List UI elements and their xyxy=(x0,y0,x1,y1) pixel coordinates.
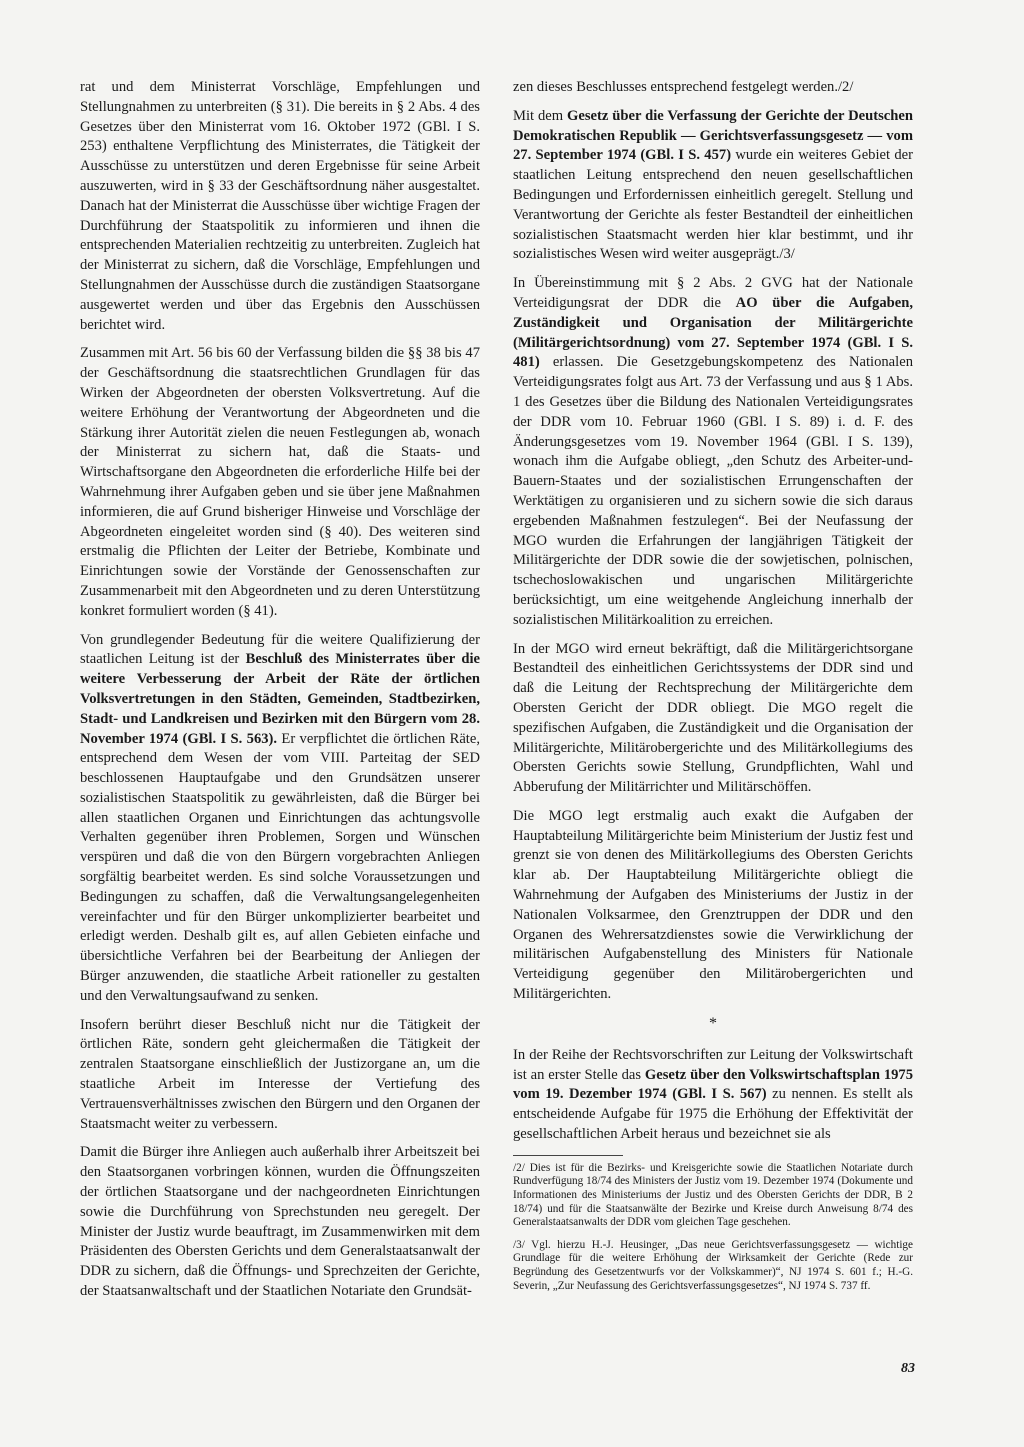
paragraph-text: In der Reihe der Rechtsvorschriften zur Leitung der Volkswirtschaft ist an erster Stelle das xyxy=(513,1046,913,1083)
section-separator: * xyxy=(709,1014,717,1032)
paragraph-text: wurde ein weiteres Gebiet der staatlichen Leitung entsprechend den neuen gesellschaftlichen Bedingungen und Erfordernissen einheitlich geregelt. Stellung und Verantwortung der Gerichte als fester Bestandteil der einheitlichen sozialistischen Staatsmacht werden hier klar bestimmt, und ihr sozialistisches Wesen wird weiter ausgeprägt./3/ xyxy=(513,147,913,263)
paragraph: Die MGO legt erstmalig auch exakt die Aufgaben der Hauptabteilung Militärgerichte beim Ministerium der Justiz fest und grenzt sie von denen des Militärkollegiums des Obersten Gerichts klar ab. Der Hauptabteilung Militärgerichte obliegt die Wahrnehmung der Aufgaben des Ministeriums der Justiz in der Nationalen Volksarmee, den Grenztruppen der DDR und den Organen des Wehrersatzdienstes sowie die Verwirklichung der militärischen Aufgabenstellung des Ministers für Nationale Verteidigung gegenüber den Militärobergerichten und Militärgerichten. xyxy=(513,807,913,1003)
paragraph: Damit die Bürger ihre Anliegen auch außerhalb ihrer Arbeitszeit bei den Staatsorganen vorbringen können, wurden die Öffnungszeiten der örtlichen Staatsorgane und der nachgeordneten Einrichtungen sowie die Durchführung von Sprechstunden neu geregelt. Der Minister der Justiz wurde beauftragt, im Zusammenwirken mit dem Präsidenten des Obersten Gerichts und dem Generalstaatsanwalt der DDR zu sichern, daß die Öffnungs- und Sprechzeiten der Gerichte, der Staatsanwaltschaft und der Staatlichen Notariate den Grundsät- xyxy=(80,1144,480,1300)
paragraph-text: Er verpflichtet die örtlichen Räte, entsprechend dem Wesen der vom VIII. Parteitag der SED beschlossenen Hauptaufgabe und den Grundsätzen unserer sozialistischen Staatspolitik zu gewährleisten, daß die Bürger bei allen staatlichen Organen und Einrichtungen das achtungsvolle Verhalten gegenüber ihren Problemen, Sorgen und Wünschen verspüren und daß die von den Bürgern vorgebrachten Anliegen sorgfältig bearbeitet werden. Es sind solche Voraussetzungen und Bedingungen zu schaffen, daß die Verwaltungsangelegenheiten vereinfachter und für den Bürger unkomplizierter bearbeitet und erledigt werden. Deshalb gilt es, auf allen Gebieten einfache und übersichtliche Verfahren bei der Bearbeitung der Anliegen der Bürger anzuwenden, die staatliche Arbeit rationeller zu gestalten und den Verwaltungsaufwand zu senken. xyxy=(80,730,480,1004)
paragraph-text: Von grundlegender Bedeutung für die weitere Qualifizierung der staatlichen Leitung ist der xyxy=(80,631,480,668)
paragraph-text: erlassen. Die Gesetzgebungskompetenz des Nationalen Verteidigungsrates folgt aus Art. 73 der Verfassung und aus § 1 Abs. 1 des Gesetzes über die Bildung des Nationalen Verteidigungsrates der DDR vom 10. Februar 1960 (GBl. I S. 89) i. d. F. des Änderungsgesetzes vom 19. November 1964 (GBl. I S. 139), wonach ihm die Aufgabe obliegt, „den Schutz des Arbeiter-und-Bauern-Staates und der sozialistischen Errungenschaften der Werktätigen zu organisieren und zu sichern sowie die sich daraus ergebenden Maßnahmen festzulegen“. Bei der Neufassung der MGO wurden die Erfahrungen der langjährigen Tätigkeit der Militärgerichte der DDR sowie die der sowjetischen, polnischen, tschechoslowakischen und ungarischen Militärgerichte berücksichtigt, um eine weitgehende Angleichung innerhalb der sozialistischen Militärkoalition zu erreichen. xyxy=(513,354,913,628)
paragraph-text: zu nennen. Es stellt als entscheidende Aufgabe für 1975 die Erhöhung der Effektivität der gesellschaftlichen Arbeit heraus und bezeichnet sie als xyxy=(513,1086,913,1143)
paragraph: Insofern berührt dieser Beschluß nicht nur die Tätigkeit der örtlichen Räte, sondern geht gleichermaßen die Tätigkeit der zentralen Staatsorgane einschließlich der Justizorgane an, um die staatliche Arbeit im Interesse der Vertiefung des Vertrauensverhältnisses zwischen den Bürgern und den Organen der Staatsmacht weiter zu verbessern. xyxy=(80,1016,480,1132)
legal-reference: Beschluß des Ministerrates über die weitere Verbesserung der Arbeit der Räte der örtlichen Volksvertretungen in den Städten, Gemeinden, Stadtbezirken, Stadt- und Landkreisen und Bezirken mit den Bürgern vom 28. November 1974 (GBl. I S. 563). xyxy=(80,651,480,747)
paragraph xyxy=(80,631,480,1007)
paragraph: zen dieses Beschlusses entsprechend festgelegt werden./2/ xyxy=(513,79,854,95)
paragraph: rat und dem Ministerrat Vorschläge, Empfehlungen und Stellungnahmen zu unterbreiten (§ 31). Die bereits in § 2 Abs. 4 des Gesetzes über den Ministerrat vom 16. Oktober 1972 (GBl. I S. 253) enthaltene Verpflichtung des Ministerrates, die Tätigkeit der Ausschüsse zu unterstützen und deren Ergebnisse für seine Arbeit auszuwerten, wird in § 33 der Geschäftsordnung näher ausgestaltet. Danach hat der Ministerrat die Ausschüsse über wichtige Fragen der Durchführung der Staatspolitik zu informieren und ihnen die entsprechenden Materialien rechtzeitig zu unterbreiten. Zugleich hat der Ministerrat zu sichern, daß die Vorschläge, Empfehlungen und Stellungnahmen der Ausschüsse durch die zuständigen Staatsorgane ausgewertet werden und über das Ergebnis den Ausschüssen berichtet wird. xyxy=(80,79,480,333)
legal-reference: Gesetz über den Volkswirtschaftsplan 1975 vom 19. Dezember 1974 (GBl. I S. 567) xyxy=(513,1066,914,1103)
footnote-rule xyxy=(513,1155,623,1156)
right-column xyxy=(513,78,913,1302)
paragraph: In der MGO wird erneut bekräftigt, daß die Militärgerichtsorgane Bestandteil des einheitlichen Gerichtssystems der DDR sind und daß die Leitung der Rechtsprechung der Militärgerichte dem Obersten Gericht der DDR obliegt. Die MGO regelt die spezifischen Aufgaben, die Zuständigkeit und die Organisation der Militärgerichte, Militärobergerichte und des Militärkollegiums des Obersten Gerichts sowie Stellung, Grundpflichten, Wahl und Abberufung der Militärrichter und Militärschöffen. xyxy=(513,640,913,796)
paragraph xyxy=(513,1046,913,1145)
left-column xyxy=(80,78,480,1311)
legal-reference: Gesetz über die Verfassung der Gerichte der Deutschen Demokratischen Republik — Gerichtsverfassungsgesetz — vom 27. September 1974 (GBl. I S. 457) xyxy=(513,107,913,164)
paragraph-text: In Übereinstimmung mit § 2 Abs. 2 GVG hat der Nationale Verteidigungsrat der DDR die xyxy=(513,275,913,311)
paragraph xyxy=(513,107,913,265)
paragraph: Zusammen mit Art. 56 bis 60 der Verfassung bilden die §§ 38 bis 47 der Geschäftsordnung die staatsrechtlichen Grundlagen für das Wirken der Abgeordneten der obersten Volksvertretung. Auf die weitere Erhöhung der Verantwortung der Abgeordneten und die Stärkung ihrer Autorität zielen die neuen Festlegungen ab, wonach der Ministerrat zu sichern hat, daß die Staats- und Wirtschaftsorgane den Abgeordneten die erforderliche Hilfe bei der Wahrnehmung ihrer Aufgaben geben und sie über jene Maßnahmen informieren, die auf Grund bisheriger Hinweise und Vorschläge der Abgeordneten eingeleitet worden sind (§ 40). Des weiteren sind erstmalig die Pflichten der Leiter der Betriebe, Kombinate und Einrichtungen sowie der Vorstände der Genossenschaften zur Zusammenarbeit mit den Abgeordneten und zu deren Unterstützung konkret formuliert worden (§ 41). xyxy=(80,345,480,619)
legal-reference: AO über die Aufgaben, Zuständigkeit und Organisation der Militärgerichte (Militärgerichtsordnung) vom 27. September 1974 (GBl. I S. 481) xyxy=(513,294,913,371)
page-number: 83 xyxy=(901,1361,915,1376)
footnote-3: /3/ Vgl. hierzu H.-J. Heusinger, „Das neue Gerichtsverfassungsgesetz — wichtige Grundlage für die weitere Erhöhung der Wirksamkeit der Gerichte (Rede zur Begründung des Gesetzentwurfs vor der Volkskammer)“, NJ 1974 S. 601 f.; H.-G. Severin, „Zur Neufassung des Gerichtsverfassungsgesetzes“, NJ 1974 S. 737 ff. xyxy=(513,1238,913,1292)
footnote-2: /2/ Dies ist für die Bezirks- und Kreisgerichte sowie die Staatlichen Notariate durch Rundverfügung 18/74 des Ministers der Justiz vom 19. Dezember 1974 (Dokumente und Informationen des Ministeriums der Justiz und des Obersten Gerichts der DDR, B 2 18/74) und für die Staatsanwälte der Bezirke und Kreise durch Anweisung 8/74 des Generalstaatsanwalts der DDR vom gleichen Tage geschehen. xyxy=(513,1161,913,1229)
paragraph-text: Mit dem xyxy=(513,107,568,124)
paragraph xyxy=(513,274,913,630)
